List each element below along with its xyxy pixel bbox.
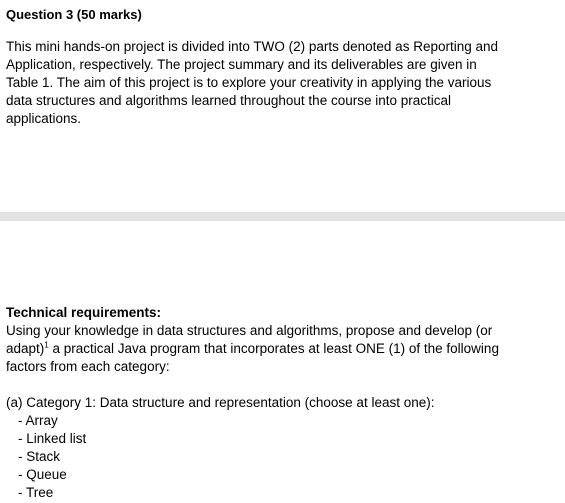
intro-line: Table 1. The aim of this project is to explore your creativity in applying the various [6,75,492,90]
option-queue: - Queue [18,467,67,482]
technical-line-text: adapt) [6,341,45,356]
technical-line: Using your knowledge in data structures and algorithms, propose and develop (or [6,323,493,338]
intro-line: applications. [6,111,82,126]
intro-line: This mini hands-on project is divided into TWO (2) parts denoted as Reporting and [6,39,498,54]
category-1-options [18,412,86,502]
footnote-marker: 1 [44,340,49,350]
option-tree: - Tree [18,485,54,500]
technical-line: factors from each category: [6,359,170,374]
option-linked-list: - Linked list [18,431,87,446]
technical-line [6,340,546,358]
intro-paragraph [6,38,546,128]
intro-line: data structures and algorithms learned throughout the course into practical [6,93,452,108]
option-stack: - Stack [18,449,61,464]
technical-requirements-title: Technical requirements: [6,305,162,320]
technical-line-text: a practical Java program that incorporates at least ONE (1) of the following [48,341,499,356]
section-divider [0,212,565,221]
question-heading: Question 3 (50 marks) [6,7,142,22]
option-array: - Array [18,413,58,428]
category-1-title: (a) Category 1: Data structure and representation (choose at least one): [6,395,435,410]
technical-requirements-body [6,322,546,376]
intro-line: Application, respectively. The project summary and its deliverables are given in [6,57,477,72]
